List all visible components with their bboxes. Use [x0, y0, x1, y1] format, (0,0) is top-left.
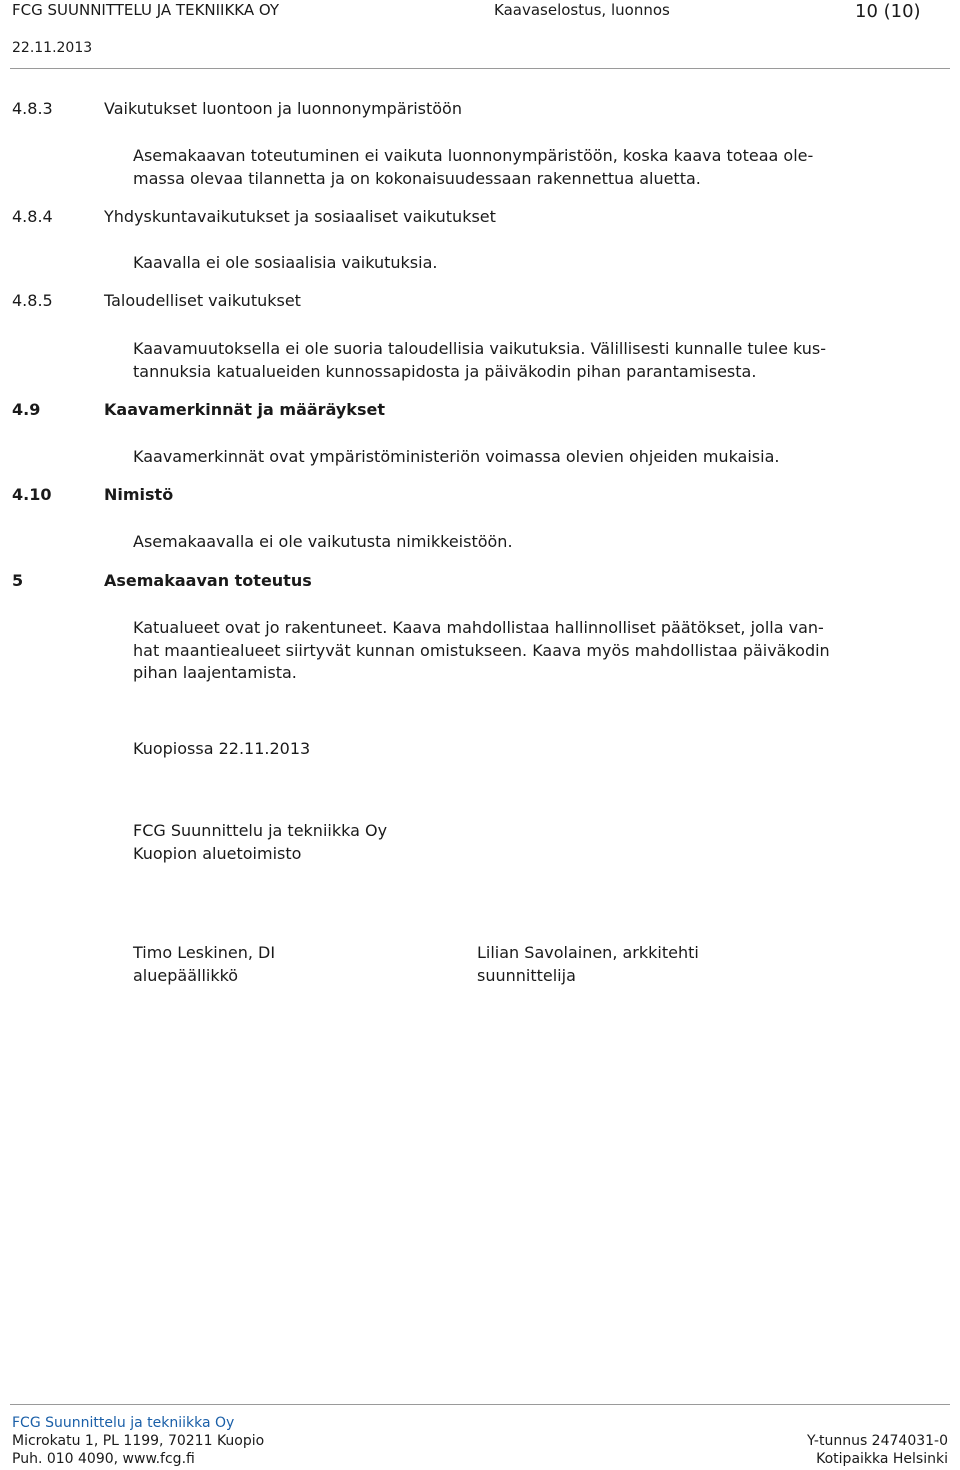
section-4-9-body: Kaavamerkinnät ovat ympäristöministeriön voimassa olevien ohjeiden mukaisia. — [133, 447, 780, 466]
section-4-10-body: Asemakaavalla ei ole vaikutusta nimikkeistöön. — [133, 532, 513, 551]
section-4-8-5-number: 4.8.5 — [12, 291, 53, 310]
header-company: FCG SUUNNITTELU JA TEKNIIKKA OY — [12, 1, 280, 19]
header-page-number: 10 (10) — [855, 1, 921, 22]
section-4-8-5-title: Taloudelliset vaikutukset — [104, 291, 301, 310]
section-4-8-3-number: 4.8.3 — [12, 99, 53, 118]
signer-name: Timo Leskinen, DI — [133, 943, 276, 962]
section-4-9-title: Kaavamerkinnät ja määräykset — [104, 400, 385, 419]
footer-contact: Puh. 010 4090, www.fcg.fi — [12, 1451, 195, 1467]
section-4-10-number: 4.10 — [12, 485, 52, 504]
signer-role: aluepäällikkö — [133, 965, 239, 985]
footer-domicile: Kotipaikka Helsinki — [816, 1451, 948, 1467]
section-5-number: 5 — [12, 571, 24, 590]
body-line: hat maantiealueet siirtyvät kunnan omistukseen. Kaava myös mahdollistaa päiväkodin — [133, 640, 830, 660]
section-4-8-3-title: Vaikutukset luontoon ja luonnonympäristöön — [104, 99, 462, 118]
body-line: Katualueet ovat jo rakentuneet. Kaava mahdollistaa hallinnolliset päätökset, jolla van- — [133, 618, 824, 637]
section-5-title: Asemakaavan toteutus — [104, 571, 312, 590]
signer-name: Lilian Savolainen, arkkitehti — [477, 943, 699, 962]
section-4-10-title: Nimistö — [104, 485, 174, 504]
body-line: Kaavamuutoksella ei ole suoria taloudellisia vaikutuksia. Välillisesti kunnalle tulee kus- — [133, 339, 827, 358]
body-line: massa olevaa tilannetta ja on kokonaisuudessaan rakennettua aluetta. — [133, 168, 701, 188]
office-name: FCG Suunnittelu ja tekniikka Oy — [133, 821, 388, 840]
office-unit: Kuopion aluetoimisto — [133, 843, 302, 863]
office-block — [133, 820, 387, 865]
footer-divider — [10, 1404, 950, 1405]
footer-address: Microkatu 1, PL 1199, 70211 Kuopio — [12, 1433, 265, 1449]
header-divider — [10, 68, 950, 69]
section-4-8-4-number: 4.8.4 — [12, 207, 53, 226]
signer-role: suunnittelija — [477, 965, 576, 985]
footer-left — [12, 1414, 264, 1468]
signer-1 — [133, 942, 275, 987]
section-4-8-5-body — [133, 338, 826, 383]
section-4-8-4-title: Yhdyskuntavaikutukset ja sosiaaliset vaikutukset — [104, 207, 496, 226]
signer-2 — [477, 942, 699, 987]
section-5-body — [133, 617, 830, 685]
footer-right — [807, 1432, 948, 1468]
footer-company: FCG Suunnittelu ja tekniikka Oy — [12, 1415, 235, 1431]
header-doc-title: Kaavaselostus, luonnos — [494, 1, 670, 19]
place-and-date: Kuopiossa 22.11.2013 — [133, 739, 311, 758]
section-4-8-4-body: Kaavalla ei ole sosiaalisia vaikutuksia. — [133, 253, 438, 272]
body-line: pihan laajentamista. — [133, 663, 297, 682]
section-4-8-3-body — [133, 145, 813, 190]
body-line: Asemakaavan toteutuminen ei vaikuta luonnonympäristöön, koska kaava toteaa ole- — [133, 146, 814, 165]
footer-business-id: Y-tunnus 2474031-0 — [807, 1433, 948, 1449]
header-date: 22.11.2013 — [12, 40, 93, 56]
section-4-9-number: 4.9 — [12, 400, 41, 419]
body-line: tannuksia katualueiden kunnossapidosta ja päiväkodin pihan parantamisesta. — [133, 361, 757, 381]
